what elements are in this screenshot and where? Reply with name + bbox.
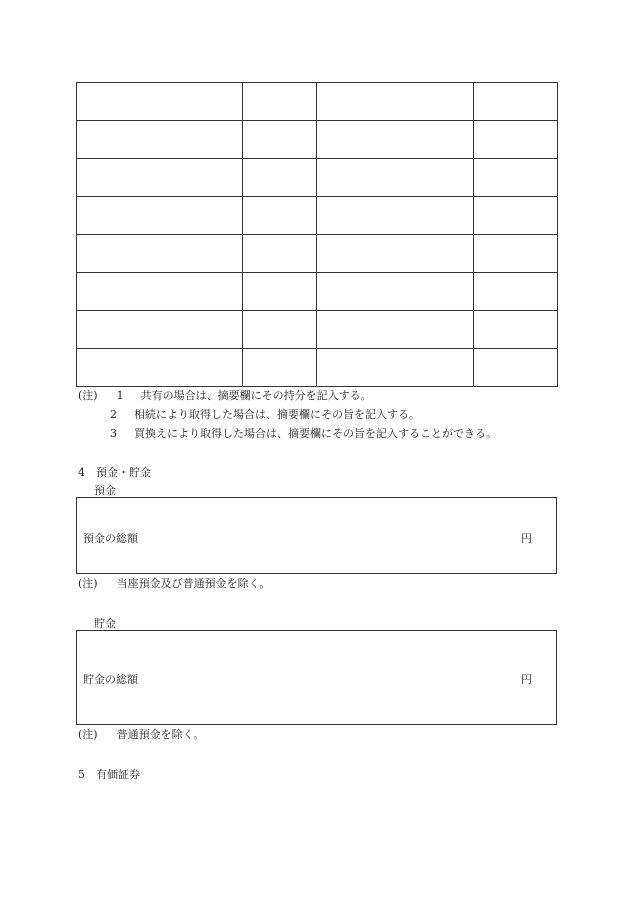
property-table-body	[77, 83, 558, 387]
table-cell	[474, 159, 558, 197]
note-marker: (注)	[78, 728, 98, 741]
table-cell	[77, 159, 243, 197]
table-row	[77, 159, 558, 197]
table-cell	[474, 235, 558, 273]
table-row	[77, 197, 558, 235]
table-cell	[77, 121, 243, 159]
savings-total-box	[76, 630, 557, 725]
table-cell	[77, 349, 243, 387]
note-marker: (注)	[78, 577, 98, 590]
table-cell	[474, 273, 558, 311]
table-note-3	[110, 427, 497, 441]
table-cell	[474, 197, 558, 235]
table-cell	[317, 83, 474, 121]
note-text: 相続により取得した場合は、摘要欄にその旨を記入する。	[134, 408, 420, 421]
note-number: 1	[116, 389, 124, 402]
note-number: 2	[110, 408, 117, 421]
table-cell	[317, 121, 474, 159]
table-cell	[317, 311, 474, 349]
deposit-total-box	[76, 497, 557, 574]
table-cell	[474, 349, 558, 387]
note-marker: (注)	[78, 389, 98, 402]
table-cell	[243, 121, 317, 159]
table-row	[77, 311, 558, 349]
note-text: 当座預金及び普通預金を除く。	[116, 577, 271, 590]
table-cell	[77, 273, 243, 311]
table-cell	[243, 235, 317, 273]
table-cell	[317, 159, 474, 197]
table-cell	[243, 349, 317, 387]
property-table	[76, 82, 558, 387]
deposit-note	[78, 577, 270, 591]
note-number: 3	[110, 427, 117, 440]
table-cell	[317, 235, 474, 273]
table-cell	[243, 273, 317, 311]
deposit-subheading: 預金	[94, 484, 116, 497]
section-4-heading: 4 預金・貯金	[78, 466, 151, 479]
table-cell	[317, 273, 474, 311]
table-cell	[474, 311, 558, 349]
table-note-1	[78, 389, 372, 403]
note-text: 共有の場合は、摘要欄にその持分を記入する。	[140, 389, 372, 402]
note-text: 買換えにより取得した場合は、摘要欄にその旨を記入することができる。	[134, 427, 497, 440]
table-cell	[77, 197, 243, 235]
table-cell	[243, 197, 317, 235]
table-cell	[474, 121, 558, 159]
table-cell	[77, 235, 243, 273]
savings-note	[78, 728, 204, 742]
table-row	[77, 273, 558, 311]
table-row	[77, 349, 558, 387]
table-cell	[474, 83, 558, 121]
table-cell	[317, 349, 474, 387]
table-row	[77, 235, 558, 273]
note-text: 普通預金を除く。	[116, 728, 205, 741]
table-cell	[243, 83, 317, 121]
table-cell	[243, 311, 317, 349]
table-cell	[243, 159, 317, 197]
section-5-heading: 5 有価証券	[78, 768, 140, 781]
table-row	[77, 121, 558, 159]
table-cell	[317, 197, 474, 235]
table-row	[77, 83, 558, 121]
savings-unit: 円	[521, 673, 532, 686]
table-note-2	[110, 408, 420, 422]
table-cell	[77, 311, 243, 349]
table-cell	[77, 83, 243, 121]
deposit-unit: 円	[521, 532, 532, 545]
savings-subheading: 貯金	[94, 617, 116, 630]
savings-total-label: 貯金の総額	[83, 673, 138, 686]
deposit-total-label: 預金の総額	[83, 532, 138, 545]
